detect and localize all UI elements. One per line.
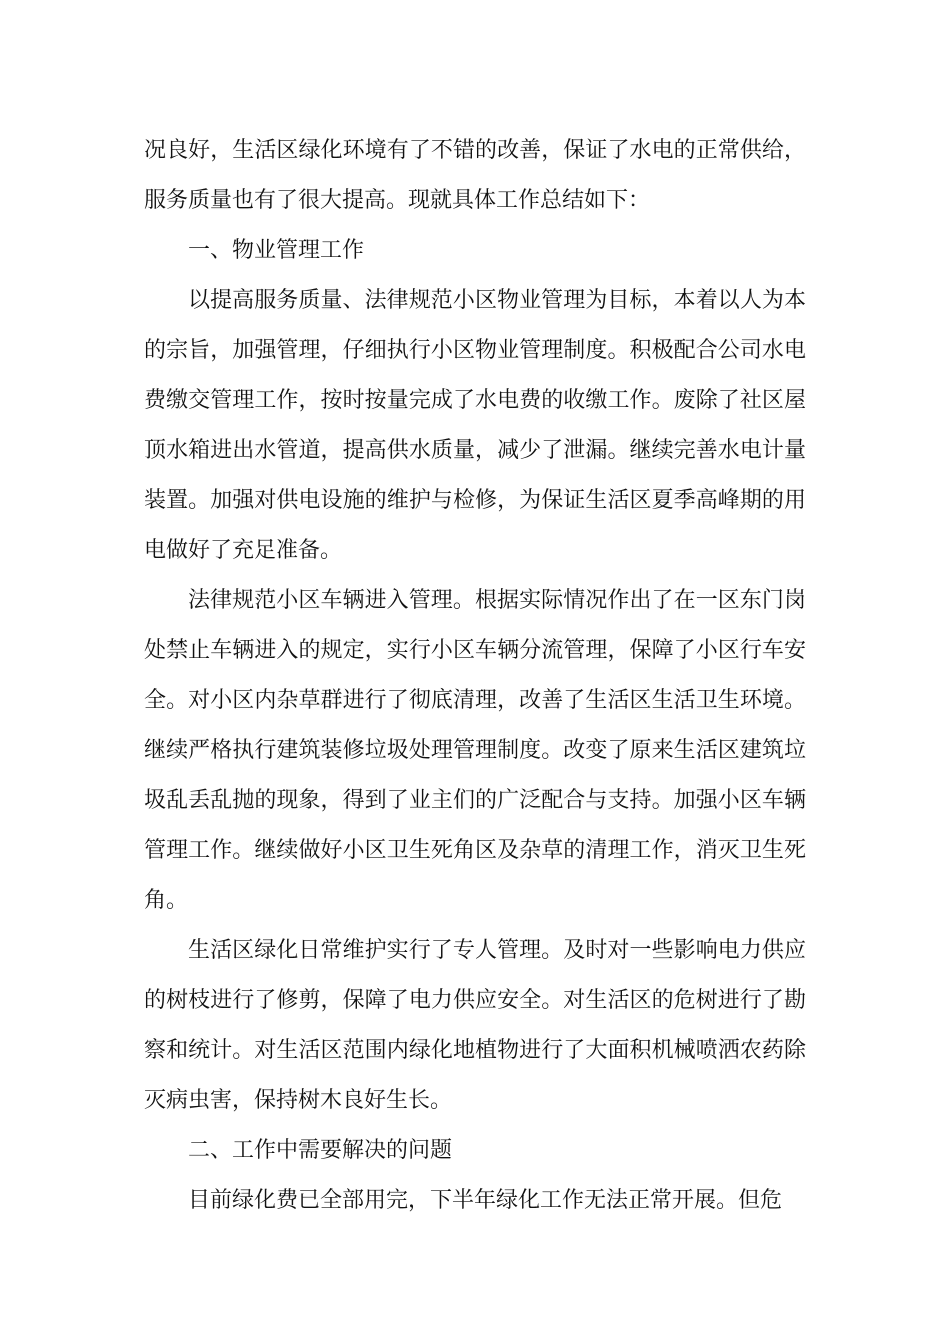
document-body xyxy=(144,126,806,1226)
section-heading-property-management: 一、物业管理工作 xyxy=(188,238,365,263)
paragraph-vehicle-management: 法律规范小区车辆进入管理。根据实际情况作出了在一区东门岗处禁止车辆进入的规定，实行小区车辆分流管理，保障了小区行车安全。对小区内杂草群进行了彻底清理，改善了生活区生活卫生环境。继续严格执行建筑装修垃圾处理管理制度。改变了原来生活区建筑垃圾乱丢乱抛的现象，得到了业主们的广泛配合与支持。加强小区车辆管理工作。继续做好小区卫生死角区及杂草的清理工作，消灭卫生死角。 xyxy=(144,588,806,913)
section-heading-issues: 二、工作中需要解决的问题 xyxy=(188,1138,453,1163)
paragraph-continuation: 况良好，生活区绿化环境有了不错的改善，保证了水电的正常供给，服务质量也有了很大提高。现就具体工作总结如下： xyxy=(144,138,806,213)
paragraph-greening-maintenance: 生活区绿化日常维护实行了专人管理。及时对一些影响电力供应的树枝进行了修剪，保障了电力供应安全。对生活区的危树进行了勘察和统计。对生活区范围内绿化地植物进行了大面积机械喷洒农药除灭病虫害，保持树木良好生长。 xyxy=(144,938,806,1113)
paragraph-service-quality: 以提高服务质量、法律规范小区物业管理为目标，本着以人为本的宗旨，加强管理，仔细执行小区物业管理制度。积极配合公司水电费缴交管理工作，按时按量完成了水电费的收缴工作。废除了社区屋顶水箱进出水管道，提高供水质量，减少了泄漏。继续完善水电计量装置。加强对供电设施的维护与检修，为保证生活区夏季高峰期的用电做好了充足准备。 xyxy=(144,288,806,563)
paragraph-greening-funds: 目前绿化费已全部用完，下半年绿化工作无法正常开展。但危 xyxy=(188,1188,783,1213)
